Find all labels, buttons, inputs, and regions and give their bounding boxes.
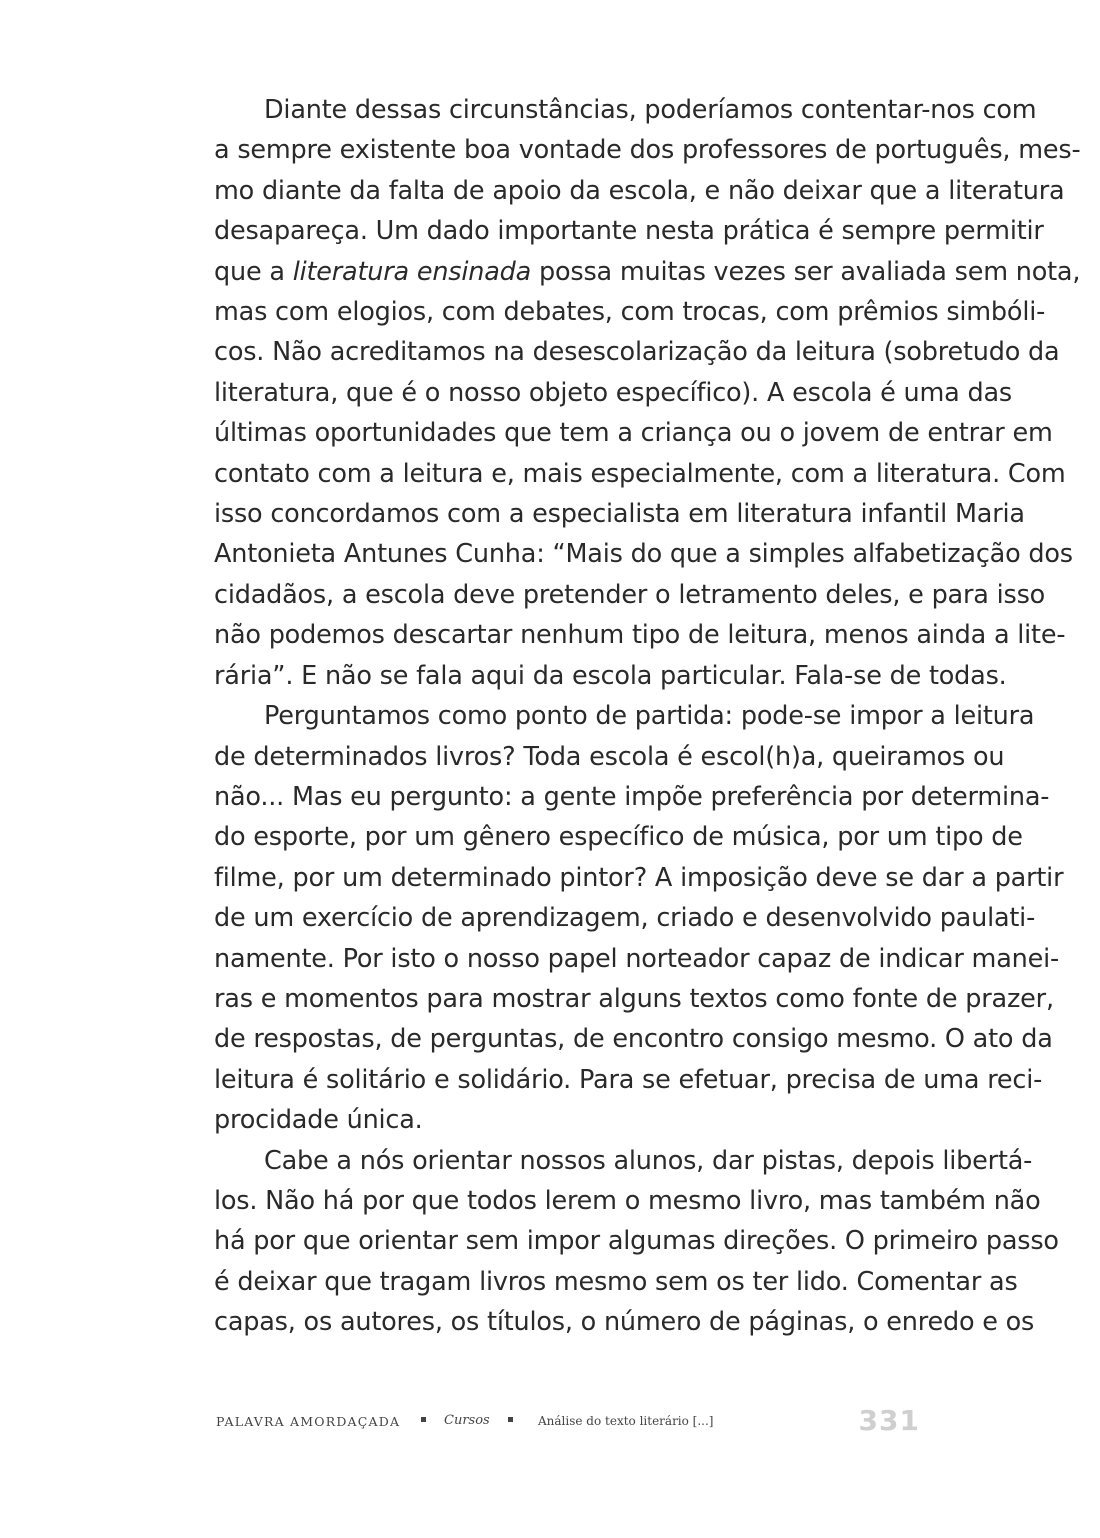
text-line: filme, por um determinado pintor? A imposição deve se dar a partir [214, 862, 1064, 893]
page-number: 331 [858, 1404, 920, 1437]
emphasized-term: literatura ensinada [292, 256, 532, 287]
text-line: últimas oportunidades que tem a criança ou o jovem de entrar em [214, 418, 1053, 449]
text-line: Antonieta Antunes Cunha: “Mais do que a simples alfabetização dos [214, 539, 1073, 570]
text-line: de determinados livros? Toda escola é escol(h)a, queiramos ou [214, 741, 1005, 772]
text-line: mo diante da falta de apoio da escola, e não deixar que a literatura [214, 175, 1065, 206]
text-line: Cabe a nós orientar nossos alunos, dar pistas, depois libertá- [264, 1145, 1033, 1176]
text-line: mas com elogios, com debates, com trocas, com prêmios simbóli- [214, 297, 1046, 328]
running-chapter-title: Análise do texto literário [...] [538, 1414, 714, 1428]
text-line: de respostas, de perguntas, de encontro consigo mesmo. O ato da [214, 1024, 1053, 1055]
text-line: há por que orientar sem impor algumas direções. O primeiro passo [214, 1226, 1059, 1257]
separator-bullet-icon [508, 1417, 513, 1422]
text-line: rária”. E não se fala aqui da escola particular. Fala-se de todas. [214, 660, 1007, 691]
text-line: Diante dessas circunstâncias, poderíamos contentar-nos com [264, 95, 1037, 125]
text-line: ras e momentos para mostrar alguns textos como fonte de prazer, [214, 983, 1054, 1014]
running-book-title: PALAVRA AMORDAÇADA [216, 1414, 401, 1429]
text-line: namente. Por isto o nosso papel norteador capaz de indicar manei- [214, 943, 1059, 974]
text-line: que a literatura ensinada possa muitas vezes ser avaliada sem nota, [214, 256, 1081, 287]
text-line: leitura é solitário e solidário. Para se efetuar, precisa de uma reci- [214, 1064, 1043, 1095]
text-line: capas, os autores, os títulos, o número de páginas, o enredo e os [214, 1307, 1035, 1338]
text-line: de um exercício de aprendizagem, criado e desenvolvido paulati- [214, 903, 1036, 934]
text-line: não... Mas eu pergunto: a gente impõe preferência por determina- [214, 781, 1050, 812]
body-text [214, 90, 1081, 1343]
text-line: procidade única. [214, 1105, 423, 1136]
text-line: cos. Não acreditamos na desescolarização da leitura (sobretudo da [214, 337, 1060, 368]
text-line: literatura, que é o nosso objeto específico). A escola é uma das [214, 377, 1012, 408]
text-line: Perguntamos como ponto de partida: pode-se impor a leitura [264, 701, 1035, 732]
text-line: cidadãos, a escola deve pretender o letramento deles, e para isso [214, 579, 1046, 610]
separator-bullet-icon [421, 1417, 426, 1422]
text-line: do esporte, por um gênero específico de música, por um tipo de [214, 822, 1023, 853]
text-line: a sempre existente boa vontade dos professores de português, mes- [214, 135, 1081, 166]
text-line: contato com a leitura e, mais especialmente, com a literatura. Com [214, 458, 1066, 489]
text-line: los. Não há por que todos lerem o mesmo livro, mas também não [214, 1185, 1041, 1216]
running-section-title: Cursos [444, 1413, 490, 1428]
text-line: não podemos descartar nenhum tipo de leitura, menos ainda a lite- [214, 620, 1066, 651]
page-footer [216, 1404, 920, 1438]
text-line: isso concordamos com a especialista em literatura infantil Maria [214, 499, 1025, 530]
text-line: é deixar que tragam livros mesmo sem os ter lido. Comentar as [214, 1266, 1018, 1297]
text-line: desapareça. Um dado importante nesta prática é sempre permitir [214, 216, 1044, 247]
